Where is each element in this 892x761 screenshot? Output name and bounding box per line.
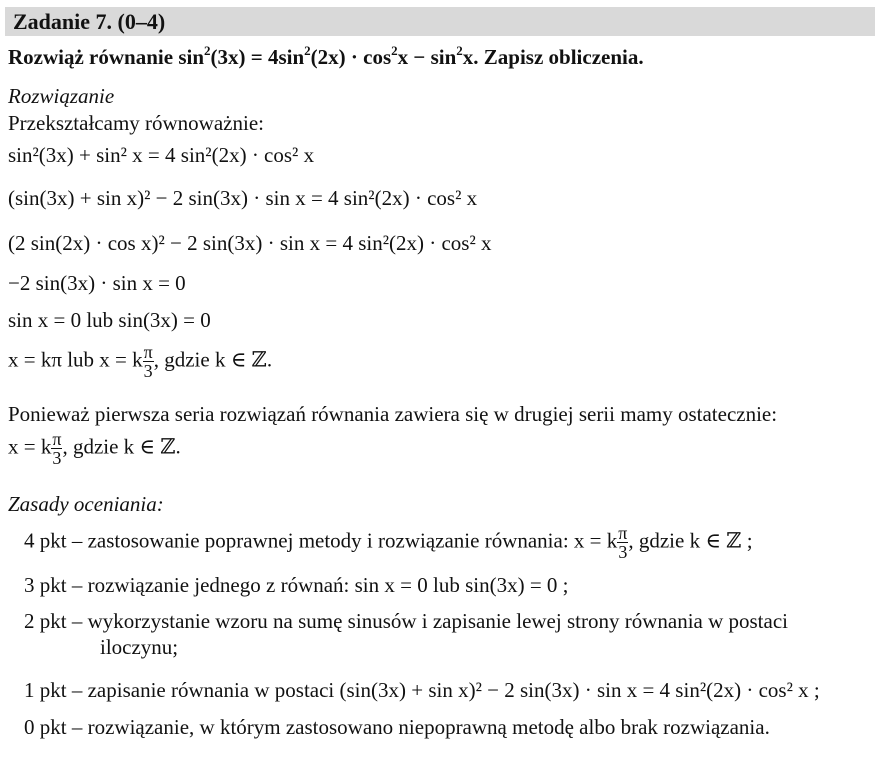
grading-text-a: – zastosowanie poprawnej metody i rozwiązanie równania: x = k	[71, 528, 618, 553]
grading-item-4	[24, 524, 876, 561]
solution-line-4: −2 sin(3x) · sin x = 0	[8, 271, 186, 295]
grading-heading: Zasady oceniania:	[8, 492, 164, 516]
grading-text: – wykorzystanie wzoru na sumę sinusów i zapisanie lewej strony równania w postaci	[71, 609, 788, 633]
task-header-bar	[5, 7, 875, 36]
grading-text: – rozwiązanie, w którym zastosowano niepoprawną metodę albo brak rozwiązania.	[71, 715, 770, 739]
solution-final-a: x = k	[8, 434, 52, 459]
task-eq-a: sin	[178, 45, 204, 69]
grading-item-2	[24, 608, 876, 660]
task-statement: Rozwiąż równanie $\sin^2(3x) = 4\sin^2(2x) \cdot \cos^2x - \sin^2x$. Zapisz obliczenia.	[8, 43, 644, 69]
task-text: Rozwiąż równanie	[8, 45, 174, 69]
grading-text: – zapisanie równania w postaci (sin(3x) + sin x)² − 2 sin(3x) · sin x = 4 sin²(2x) · cos² x ;	[71, 678, 820, 702]
grading-points: 1 pkt	[24, 678, 67, 702]
solution-line-2: (sin(3x) + sin x)² − 2 sin(3x) · sin x = 4 sin²(2x) · cos² x	[8, 186, 478, 210]
solution-line-1: sin²(3x) + sin² x = 4 sin²(2x) · cos² x	[8, 143, 315, 167]
grading-text-continued: iloczynu;	[100, 635, 179, 659]
grading-item-0	[24, 714, 876, 740]
fraction-pi-over-3: $\frac{\pi}{3}$	[143, 342, 153, 381]
solution-intro: Przekształcamy równoważnie:	[8, 111, 264, 135]
grading-item-1	[24, 677, 876, 703]
task-eq-b: (3x) = 4sin	[210, 45, 305, 69]
task-eq-d: x − sin	[397, 45, 457, 69]
grading-points: 2 pkt	[24, 609, 67, 633]
solution-final	[8, 430, 181, 467]
solution-line-6-a: x = kπ lub x = k	[8, 347, 143, 372]
solution-line-3: (2 sin(2x) · cos x)² − 2 sin(3x) · sin x = 4 sin²(2x) · cos² x	[8, 231, 492, 255]
solution-line-6-b: , gdzie k ∈ ℤ.	[153, 347, 273, 372]
solution-final-b: , gdzie k ∈ ℤ.	[62, 434, 181, 459]
grading-item-3	[24, 572, 876, 598]
solution-heading: Rozwiązanie	[8, 84, 115, 108]
task-title: Zadanie 7. (0–4)	[13, 9, 166, 34]
solution-line-5: sin x = 0 lub sin(3x) = 0	[8, 308, 211, 332]
task-eq-c: (2x) · cos	[310, 45, 392, 69]
solution-line-6	[8, 343, 272, 380]
fraction-pi-over-3-grading: $\frac{\pi}{3}$	[618, 523, 628, 562]
grading-text: – rozwiązanie jednego z równań: sin x = 0 lub sin(3x) = 0 ;	[71, 573, 569, 597]
solution-conclusion: Ponieważ pierwsza seria rozwiązań równania zawiera się w drugiej serii mamy ostatecznie:	[8, 402, 778, 426]
grading-points: 4 pkt	[24, 528, 67, 553]
grading-text-b: , gdzie k ∈ ℤ ;	[628, 528, 753, 553]
grading-points: 0 pkt	[24, 715, 67, 739]
fraction-pi-over-3-final: $\frac{\pi}{3}$	[52, 429, 62, 468]
task-eq-e: x. Zapisz obliczenia.	[462, 45, 644, 69]
grading-points: 3 pkt	[24, 573, 67, 597]
